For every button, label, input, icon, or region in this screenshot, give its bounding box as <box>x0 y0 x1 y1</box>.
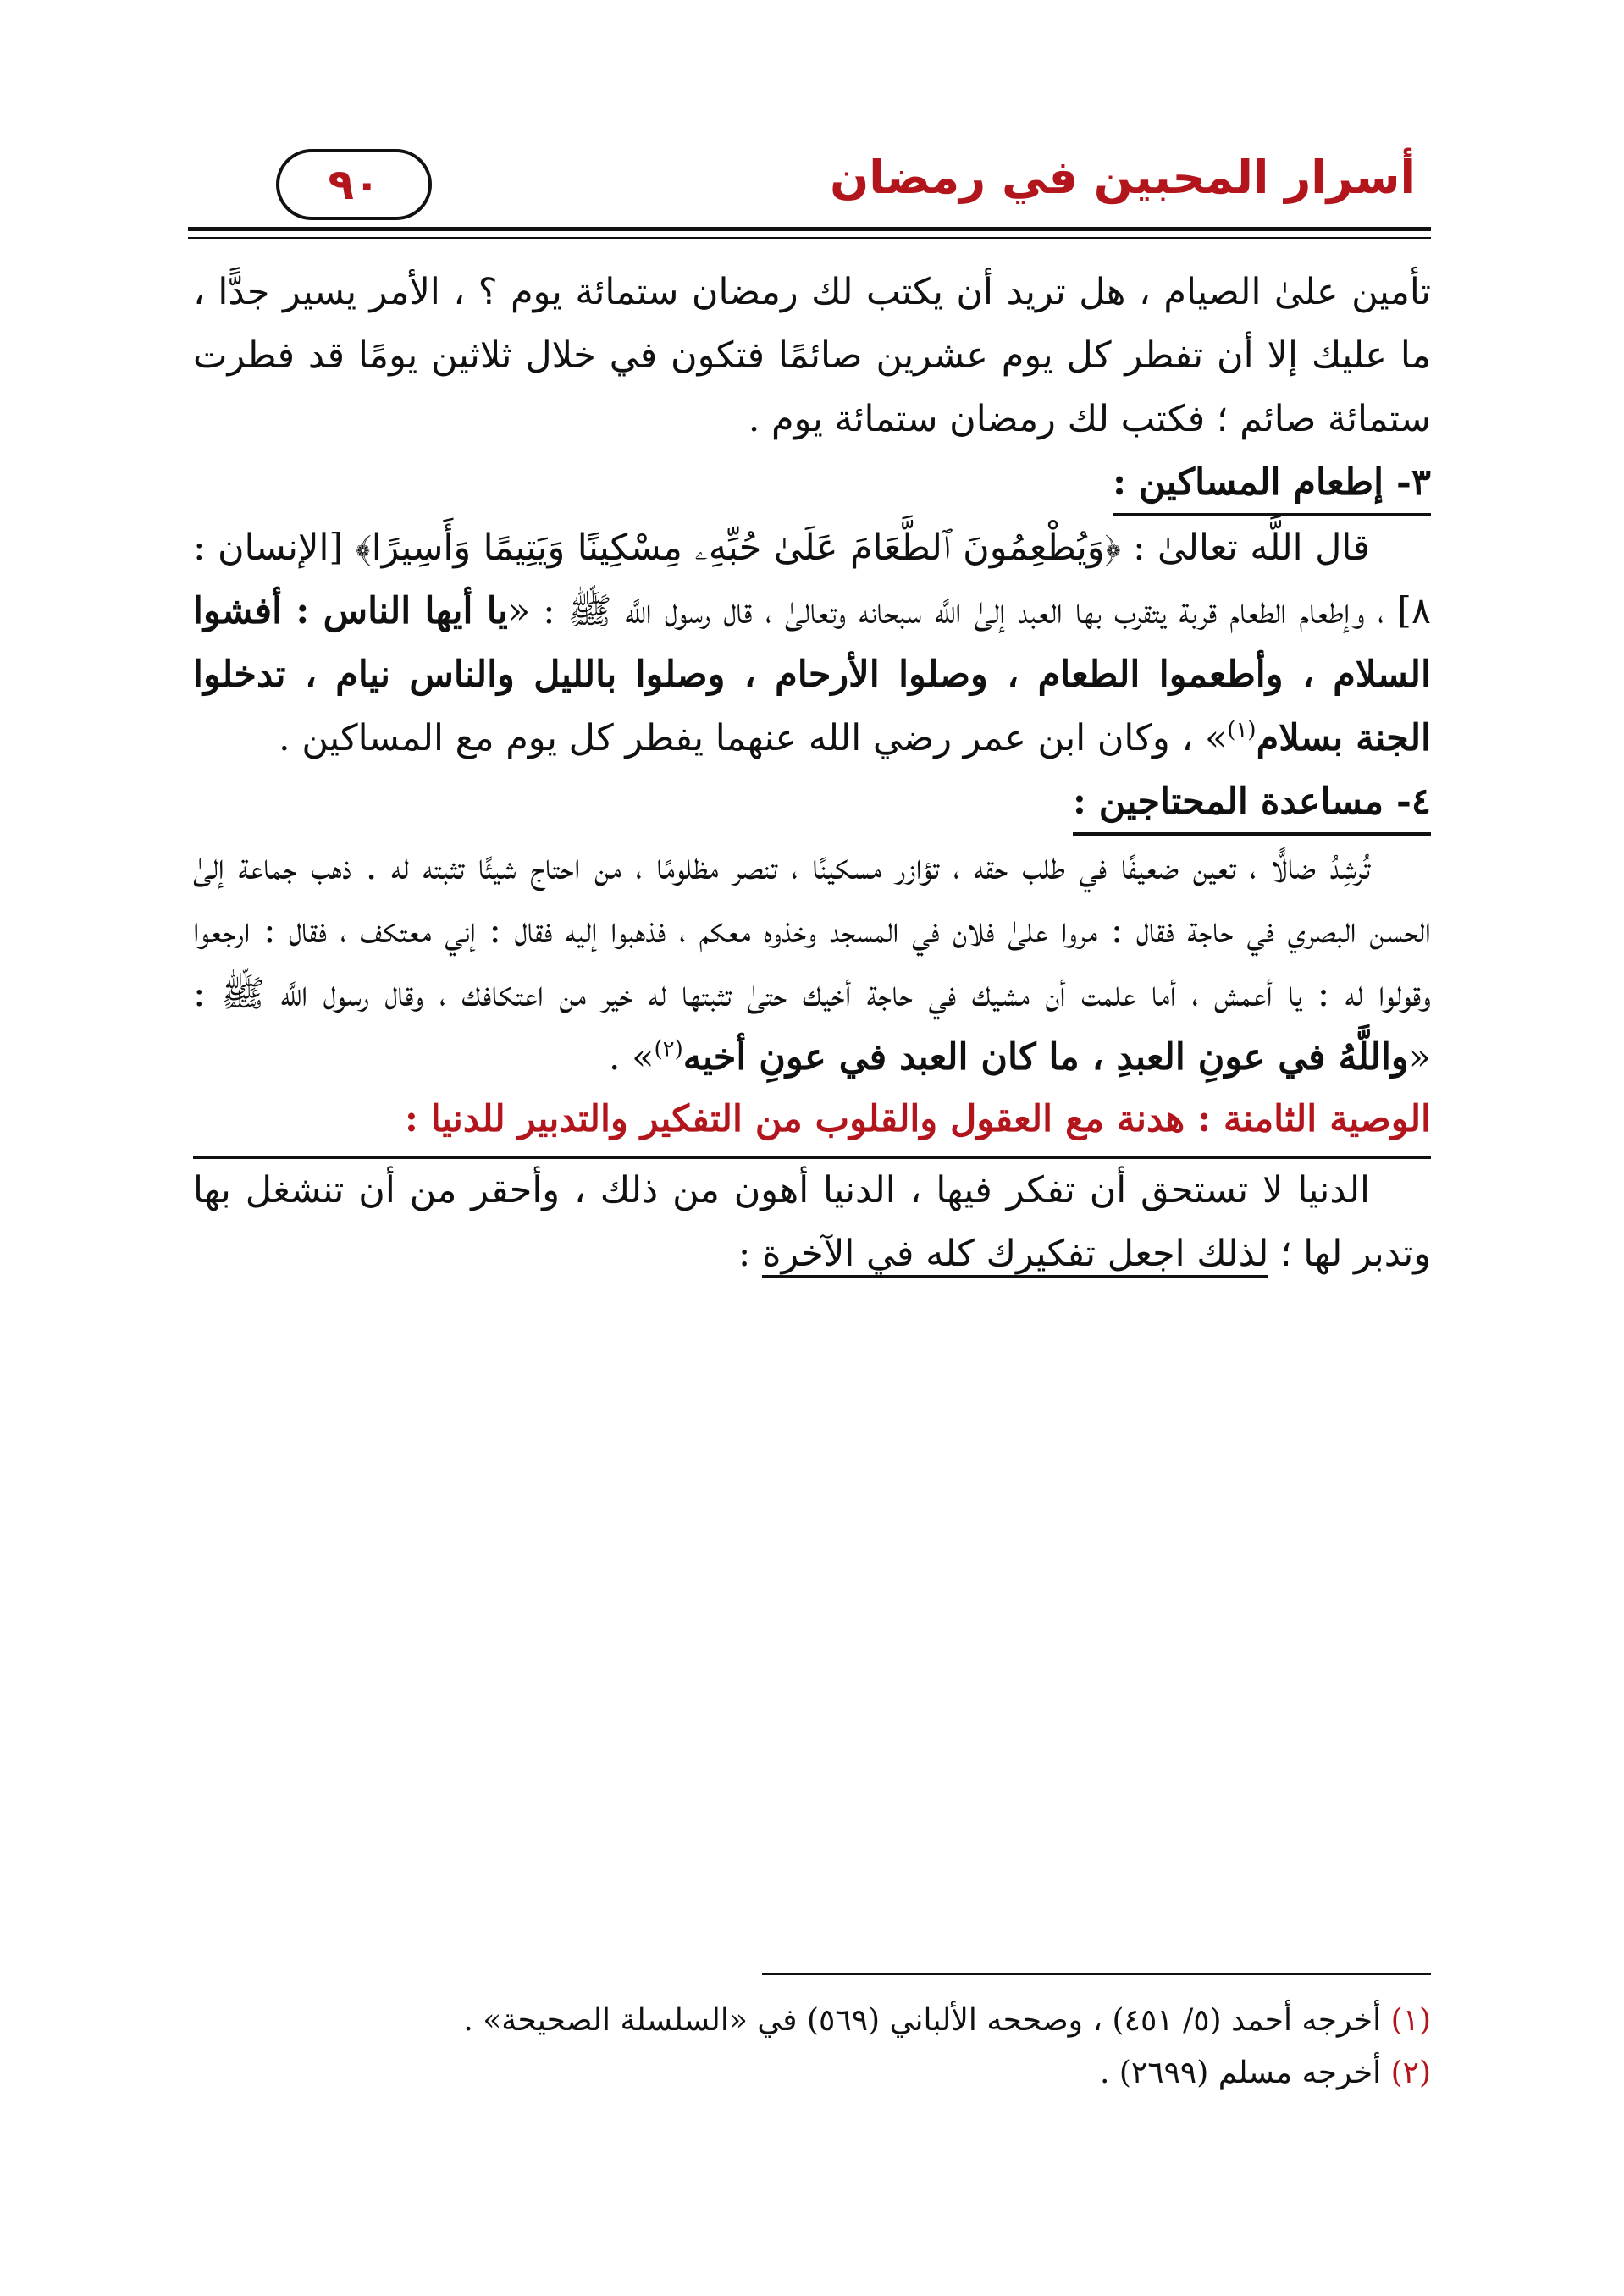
hadith-text-1: يا أيها الناس : أفشوا السلام ، وأطعموا الطعام ، وصلوا الأرحام ، وصلوا بالليل والناس نيام ، تدخلوا الجنة بسلام <box>193 590 1431 759</box>
paragraph-2 <box>193 516 1431 770</box>
page-number <box>276 149 432 220</box>
footnote-ref-2[interactable]: (٢) <box>654 1036 683 1062</box>
section-heading-3-label: ٣- إطعام المساكين : <box>1113 455 1431 516</box>
footnote-2-text: أخرجه مسلم (٢٦٩٩) . <box>1099 2056 1391 2090</box>
paragraph-2-end: » ، وكان ابن عمر رضي الله عنهما يفطر كل يوم مع المساكين . <box>279 717 1228 759</box>
footnote-1 <box>193 1995 1431 2047</box>
hadith-text-2: واللَّهُ في عونِ العبدِ ، ما كان العبد في عونِ أخيه <box>682 1036 1409 1079</box>
paragraph-4 <box>193 1159 1431 1286</box>
footnote-1-text: أخرجه أحمد (٥/ ٤٥١) ، وصححه الألباني (٥٦٩) في «السلسلة الصحيحة» . <box>463 2003 1391 2038</box>
quran-verse: ﴿وَيُطْعِمُونَ ٱلطَّعَامَ عَلَىٰ حُبِّهِۦ مِسْكِينًا وَيَتِيمًا وَأَسِيرًا﴾ <box>355 527 1121 569</box>
footnote-2 <box>193 2047 1431 2100</box>
section-heading-3 <box>193 451 1431 516</box>
header-rule-thin <box>188 237 1431 239</box>
page-number-label: ٩٠ <box>328 160 380 209</box>
section-heading-4-label: ٤- مساعدة المحتاجين : <box>1073 775 1431 836</box>
paragraph-1: تأمين علىٰ الصيام ، هل تريد أن يكتب لك رمضان ستمائة يوم ؟ ، الأمر يسير جدًّا ، ما عليك إلا أن تفطر كل يوم عشرين صائمًا فتكون في خلال ثلاثين يومًا قد فطرت ستمائة صائم ؛ فكتب لك رمضان ستمائة يوم . <box>193 271 1431 440</box>
advice-heading: الوصية الثامنة : هدنة مع العقول والقلوب من التفكير والتدبير للدنيا : <box>193 1090 1431 1159</box>
footnote-1-marker: (١) <box>1390 2003 1431 2038</box>
section-heading-4 <box>193 770 1431 836</box>
paragraph-2-middle: [الإنسان : ٨] ، وإطعام الطعام قربة يتقرب بها العبد إلىٰ اللَّه سبحانه وتعالىٰ ، قال رسول اللَّه ﷺ : « <box>193 527 1431 632</box>
paragraph-2-intro: قال اللَّه تعالىٰ : <box>1120 527 1370 569</box>
paragraph-3-text: تُرشِدُ ضالًّا ، تعين ضعيفًا في طلب حقه ، تؤازر مسكينًا ، تنصر مظلومًا ، من احتاج شيئًا تثبته له . ذهب جماعة إلىٰ الحسن البصري في حاجة فقال : مروا علىٰ فلان في المسجد وخذوه معكم ، فذهبوا إليه فقال : إني معتكف ، فقال : ارجعوا وقولوا له : يا أعمش ، أما علمت أن مشيك في حاجة أخيك حتىٰ تثبتها له خير من اعتكافك ، وقال رسول اللَّه ﷺ : « <box>193 846 1431 1079</box>
footnote-2-marker: (٢) <box>1390 2056 1431 2090</box>
paragraph-3-end: » . <box>608 1036 655 1079</box>
paragraph-3 <box>193 836 1431 1090</box>
header-rule-thick <box>188 227 1431 231</box>
book-title: أسرار المحبين في رمضان <box>830 151 1416 204</box>
main-text <box>193 261 1431 1286</box>
paragraph-4-text: الدنيا لا تستحق أن تفكر فيها ، الدنيا أهون من ذلك ، وأحقر من أن تنشغل بها وتدبر لها ؛ <box>193 1169 1431 1275</box>
footnotes <box>193 1995 1431 2100</box>
footnote-ref-1[interactable]: (١) <box>1227 717 1257 743</box>
paragraph-4-end: : <box>737 1233 763 1275</box>
underlined-phrase: لذلك اجعل تفكيرك كله في الآخرة <box>762 1233 1268 1278</box>
footnote-rule <box>762 1973 1431 1975</box>
